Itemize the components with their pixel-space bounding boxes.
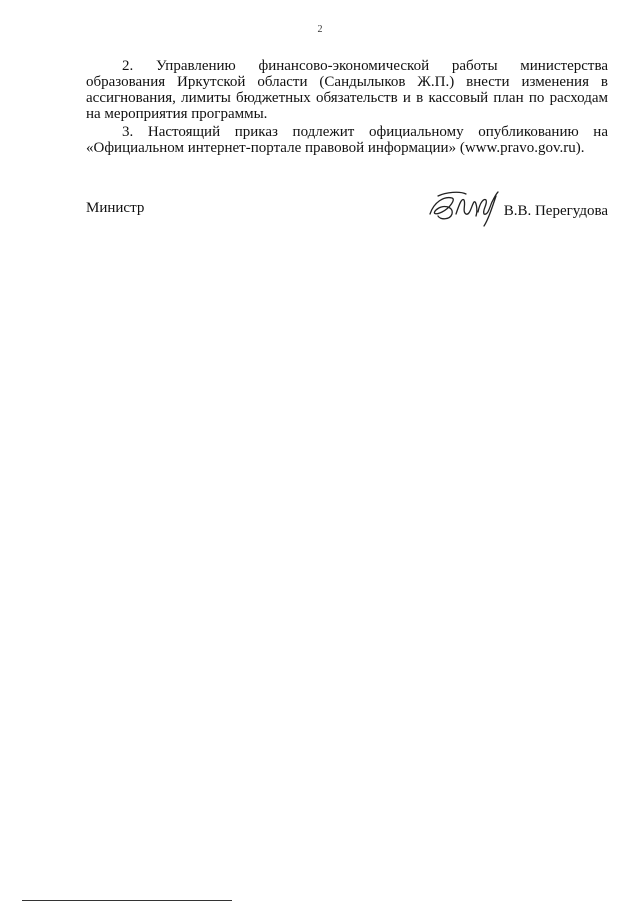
signature-block: [86, 196, 608, 236]
footer-rule: [22, 900, 232, 901]
minister-name: В.В. Перегудова: [503, 203, 608, 219]
paragraph-3: 3. Настоящий приказ подлежит официальному опубликованию на «Официальном интернет-портале правовой информации» (www.pravo.gov.ru).: [86, 124, 608, 156]
page-number: 2: [317, 24, 323, 35]
paragraph-2: 2. Управлению финансово-экономической работы министерства образования Иркутской области (Сандылыков Ж.П.) внести изменения в ассигнования, лимиты бюджетных обязательств и в кассовый план по расходам на мероприятия программы.: [86, 58, 608, 122]
minister-title: Министр: [86, 200, 145, 216]
document-body: [86, 58, 608, 156]
handwritten-signature: [426, 188, 506, 228]
